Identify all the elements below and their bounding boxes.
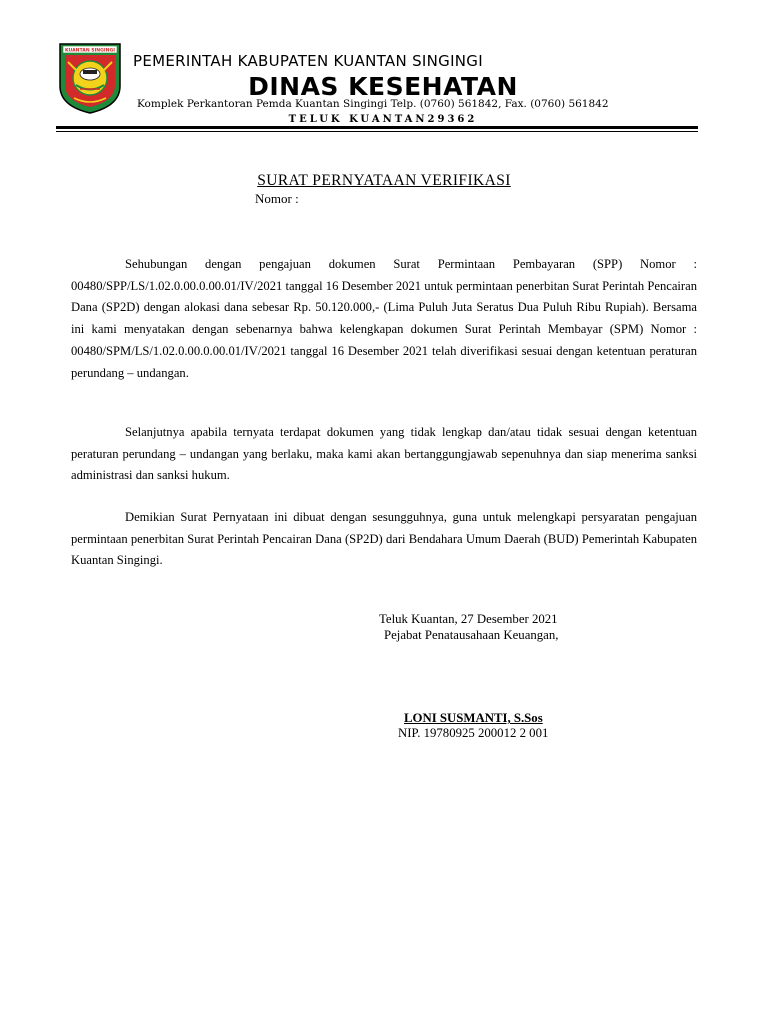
letterhead-address: Komplek Perkantoran Pemda Kuantan Singingi Telp. (0760) 561842, Fax. (0760) 561842 xyxy=(137,98,609,110)
signatory-name: LONI SUSMANTI, S.Sos xyxy=(404,711,543,725)
body-paragraph-3-text: Demikian Surat Pernyataan ini dibuat dengan sesungguhnya, guna untuk melengkapi persyaratan pengajuan permintaan penerbitan Surat Perintah Pencairan Dana (SP2D) dari Bendahara Umum Daerah (BUD) Pemerintah Kabupaten Kuantan Singingi. xyxy=(71,510,697,568)
regency-emblem-logo xyxy=(56,40,124,116)
letterhead-agency: DINAS KESEHATAN xyxy=(248,72,518,101)
letterhead-city-postcode: TELUK KUANTAN29362 xyxy=(288,114,478,125)
signature-place-date: Teluk Kuantan, 27 Desember 2021 xyxy=(379,612,558,626)
body-paragraph-2-text: Selanjutnya apabila ternyata terdapat dokumen yang tidak lengkap dan/atau tidak sesuai dengan ketentuan peraturan perundang – undangan yang berlaku, maka kami akan bertanggungjawab sepenuhnya dan siap menerima sanksi administrasi dan sanksi hukum. xyxy=(71,425,697,483)
letterhead-government: PEMERINTAH KABUPATEN KUANTAN SINGINGI xyxy=(133,52,483,70)
signature-position: Pejabat Penatausahaan Keuangan, xyxy=(384,628,559,642)
body-paragraph-3 xyxy=(71,507,697,572)
signatory-nip: NIP. 19780925 200012 2 001 xyxy=(398,726,549,740)
body-paragraph-2 xyxy=(71,422,697,487)
body-paragraph-1 xyxy=(71,254,697,384)
emblem-text: KUANTAN SINGINGI xyxy=(65,48,115,54)
letterhead-rule-thin xyxy=(56,131,698,132)
document-number-label: Nomor : xyxy=(255,191,299,206)
document-title: SURAT PERNYATAAN VERIFIKASI xyxy=(257,172,511,189)
body-paragraph-1-text: Sehubungan dengan pengajuan dokumen Surat Permintaan Pembayaran (SPP) Nomor : 00480/SPP/LS/1.02.0.00.0.00.01/IV/2021 tanggal 16 Desember 2021 untuk permintaan penerbitan Surat Perintah Pencairan Dana (SP2D) dengan alokasi dana sebesar Rp. 50.120.000,- (Lima Puluh Juta Seratus Dua Puluh Ribu Rupiah). Bersama ini kami menyatakan dengan sebenarnya bahwa kelengkapan dokumen Surat Perintah Membayar (SPM) Nomor : 00480/SPM/LS/1.02.0.00.0.00.01/IV/2021 tanggal 16 Desember 2021 telah diverifikasi sesuai dengan ketentuan peraturan perundang – undangan. xyxy=(71,257,697,380)
letterhead-rule-thick xyxy=(56,126,698,129)
document-number xyxy=(255,191,299,207)
